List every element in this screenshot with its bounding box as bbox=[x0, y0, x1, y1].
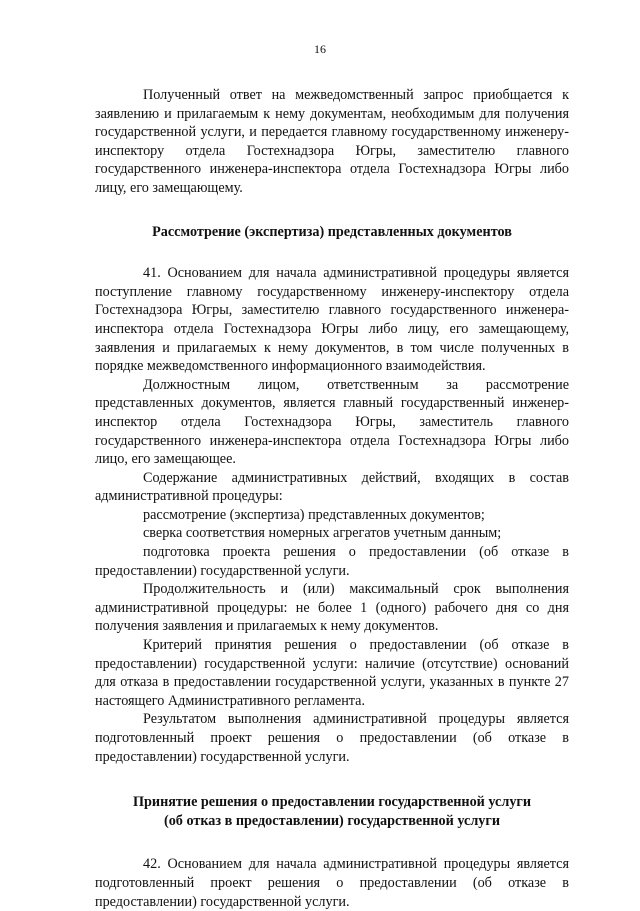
paragraph: Результатом выполнения административной процедуры является подготовленный проект решения о предоставлении (об отказе в предоставлении) государственной услуги. bbox=[95, 711, 569, 765]
document-body bbox=[95, 86, 569, 911]
paragraph: Должностным лицом, ответственным за рассмотрение представленных документов, является главный государственный инженер-инспектор отдела Гостехнадзора Югры, заместитель главного государственного инженера-инспектора отдела Гостехнадзора Югры либо лицо, его замещающее. bbox=[95, 376, 569, 468]
section-heading-line: Принятие решения о предоставлении государственной услуги bbox=[132, 794, 532, 811]
paragraph: Полученный ответ на межведомственный запрос приобщается к заявлению и прилагаемым к нему документам, необходимым для получения государственной услуги, и передается главному государственному инженеру-инспектору отдела Гостехнадзора Югры, заместителю главного государственного инженера-инспектора отдела Гостехнадзора Югры либо лицу, его замещающему. bbox=[95, 87, 569, 196]
section-heading-line: (об отказ в предоставлении) государственной услуги bbox=[163, 812, 501, 829]
paragraph: Содержание административных действий, входящих в состав административной процедуры: bbox=[95, 469, 569, 505]
paragraph: 42. Основанием для начала административной процедуры является подготовленный проект решения о предоставлении (об отказе в предоставлении) государственной услуги. bbox=[95, 856, 569, 910]
paragraph: Продолжительность и (или) максимальный срок выполнения административной процедуры: не более 1 (одного) рабочего дня со дня получения заявления и прилагаемых к нему документов. bbox=[95, 581, 569, 635]
paragraph: сверка соответствия номерных агрегатов учетным данным; bbox=[143, 525, 502, 542]
paragraph: Критерий принятия решения о предоставлении (об отказе в предоставлении) государственной услуги: наличие (отсутствие) оснований для отказа в предоставлении государственной услуги, указанных в пункте 27 настоящего Административного регламента. bbox=[95, 637, 569, 709]
section-heading: Рассмотрение (экспертиза) представленных документов bbox=[152, 223, 512, 240]
paragraph: 41. Основанием для начала административной процедуры является поступление главному государственному инженеру-инспектору отдела Гостехнадзора Югры, заместителю главного государственного инженера-инспектора отдела Гостехнадзора Югры либо лицу, его замещающему, заявления и прилагаемых к нему документов, в том числе полученных в порядке межведомственного информационного взаимодействия. bbox=[95, 265, 569, 375]
paragraph: рассмотрение (экспертиза) представленных документов; bbox=[143, 506, 485, 523]
page-number: 16 bbox=[314, 42, 326, 56]
section-heading bbox=[95, 766, 569, 855]
paragraph: подготовка проекта решения о предоставлении (об отказе в предоставлении) государственной услуги. bbox=[95, 544, 569, 579]
